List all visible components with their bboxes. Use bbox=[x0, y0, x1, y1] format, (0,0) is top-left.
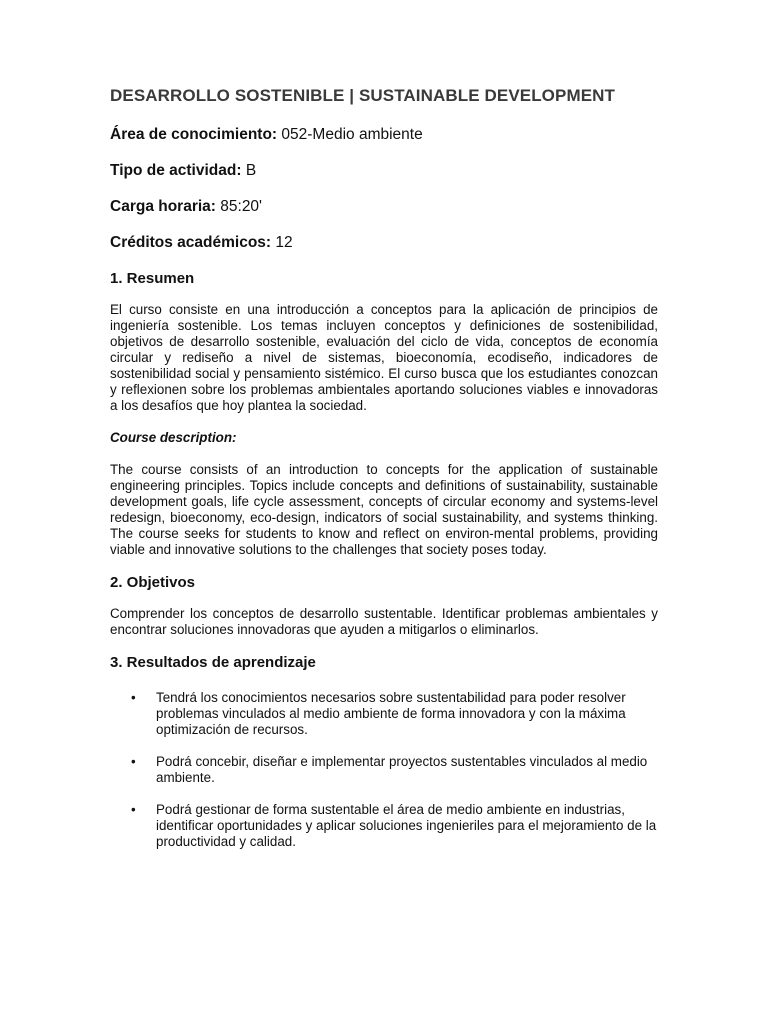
section-heading-resultados: 3. Resultados de aprendizaje bbox=[110, 654, 316, 671]
field-tipo-actividad bbox=[110, 162, 658, 180]
bullet-icon: • bbox=[131, 754, 136, 769]
document-title: DESARROLLO SOSTENIBLE | SUSTAINABLE DEVELOPMENT bbox=[110, 86, 616, 105]
field-label: Carga horaria: bbox=[110, 198, 216, 215]
resultados-list bbox=[110, 690, 658, 850]
field-value: 12 bbox=[275, 234, 293, 251]
field-carga-horaria bbox=[110, 198, 658, 216]
bullet-icon: • bbox=[131, 690, 136, 705]
list-item-text: Tendrá los conocimientos necesarios sobre sustentabilidad para poder resolver problemas vinculados al medio ambiente de forma innovadora y con la máxima optimización de recursos. bbox=[156, 690, 626, 737]
field-value: 052-Medio ambiente bbox=[281, 126, 423, 143]
field-label: Créditos académicos: bbox=[110, 234, 272, 251]
section-heading-objetivos: 2. Objetivos bbox=[110, 574, 196, 591]
resumen-paragraph: El curso consiste en una introducción a conceptos para la aplicación de principios de ingeniería sostenible. Los temas incluyen conceptos y definiciones de sostenibilidad, objetivos de desarrollo sostenible, evaluación del ciclo de vida, conceptos de economía circular y rediseño a nivel de sistemas, bioeconomía, ecodiseño, indicadores de sostenibilidad social y pensamiento sistémico. El curso busca que los estudiantes conozcan y reflexionen sobre los problemas ambientales aportando soluciones viables e innovadoras a los desafíos que hoy plantea la sociedad. bbox=[110, 302, 658, 413]
course-description-heading: Course description: bbox=[110, 430, 237, 445]
list-item bbox=[110, 802, 658, 850]
list-item bbox=[110, 690, 658, 738]
field-creditos bbox=[110, 234, 658, 252]
document-page bbox=[110, 86, 658, 866]
field-label: Área de conocimiento: bbox=[110, 126, 278, 143]
field-value: 85:20' bbox=[220, 198, 263, 215]
field-label: Tipo de actividad: bbox=[110, 162, 242, 179]
section-heading-resumen: 1. Resumen bbox=[110, 270, 195, 287]
list-item bbox=[110, 754, 658, 786]
list-item-text: Podrá concebir, diseñar e implementar proyectos sustentables vinculados al medio ambiente. bbox=[156, 754, 648, 785]
objetivos-paragraph: Comprender los conceptos de desarrollo sustentable. Identificar problemas ambientales y encontrar soluciones innovadoras que ayuden a mitigarlos o eliminarlos. bbox=[110, 606, 658, 637]
field-area-conocimiento bbox=[110, 126, 658, 144]
bullet-icon: • bbox=[131, 802, 136, 817]
course-description-paragraph: The course consists of an introduction to concepts for the application of sustainable engineering principles. Topics include concepts and definitions of sustainability, sustainable development goals, life cycle assessment, concepts of circular economy and systems-level redesign, bioeconomy, eco-design, indicators of social sustainability, and systems thinking. The course seeks for students to know and reflect on environ-mental problems, providing viable and innovative solutions to the challenges that society poses today. bbox=[110, 462, 658, 557]
field-value: B bbox=[245, 162, 257, 179]
list-item-text: Podrá gestionar de forma sustentable el área de medio ambiente en industrias, identificar oportunidades y aplicar soluciones ingenieriles para el mejoramiento de la productividad y calidad. bbox=[156, 802, 657, 849]
